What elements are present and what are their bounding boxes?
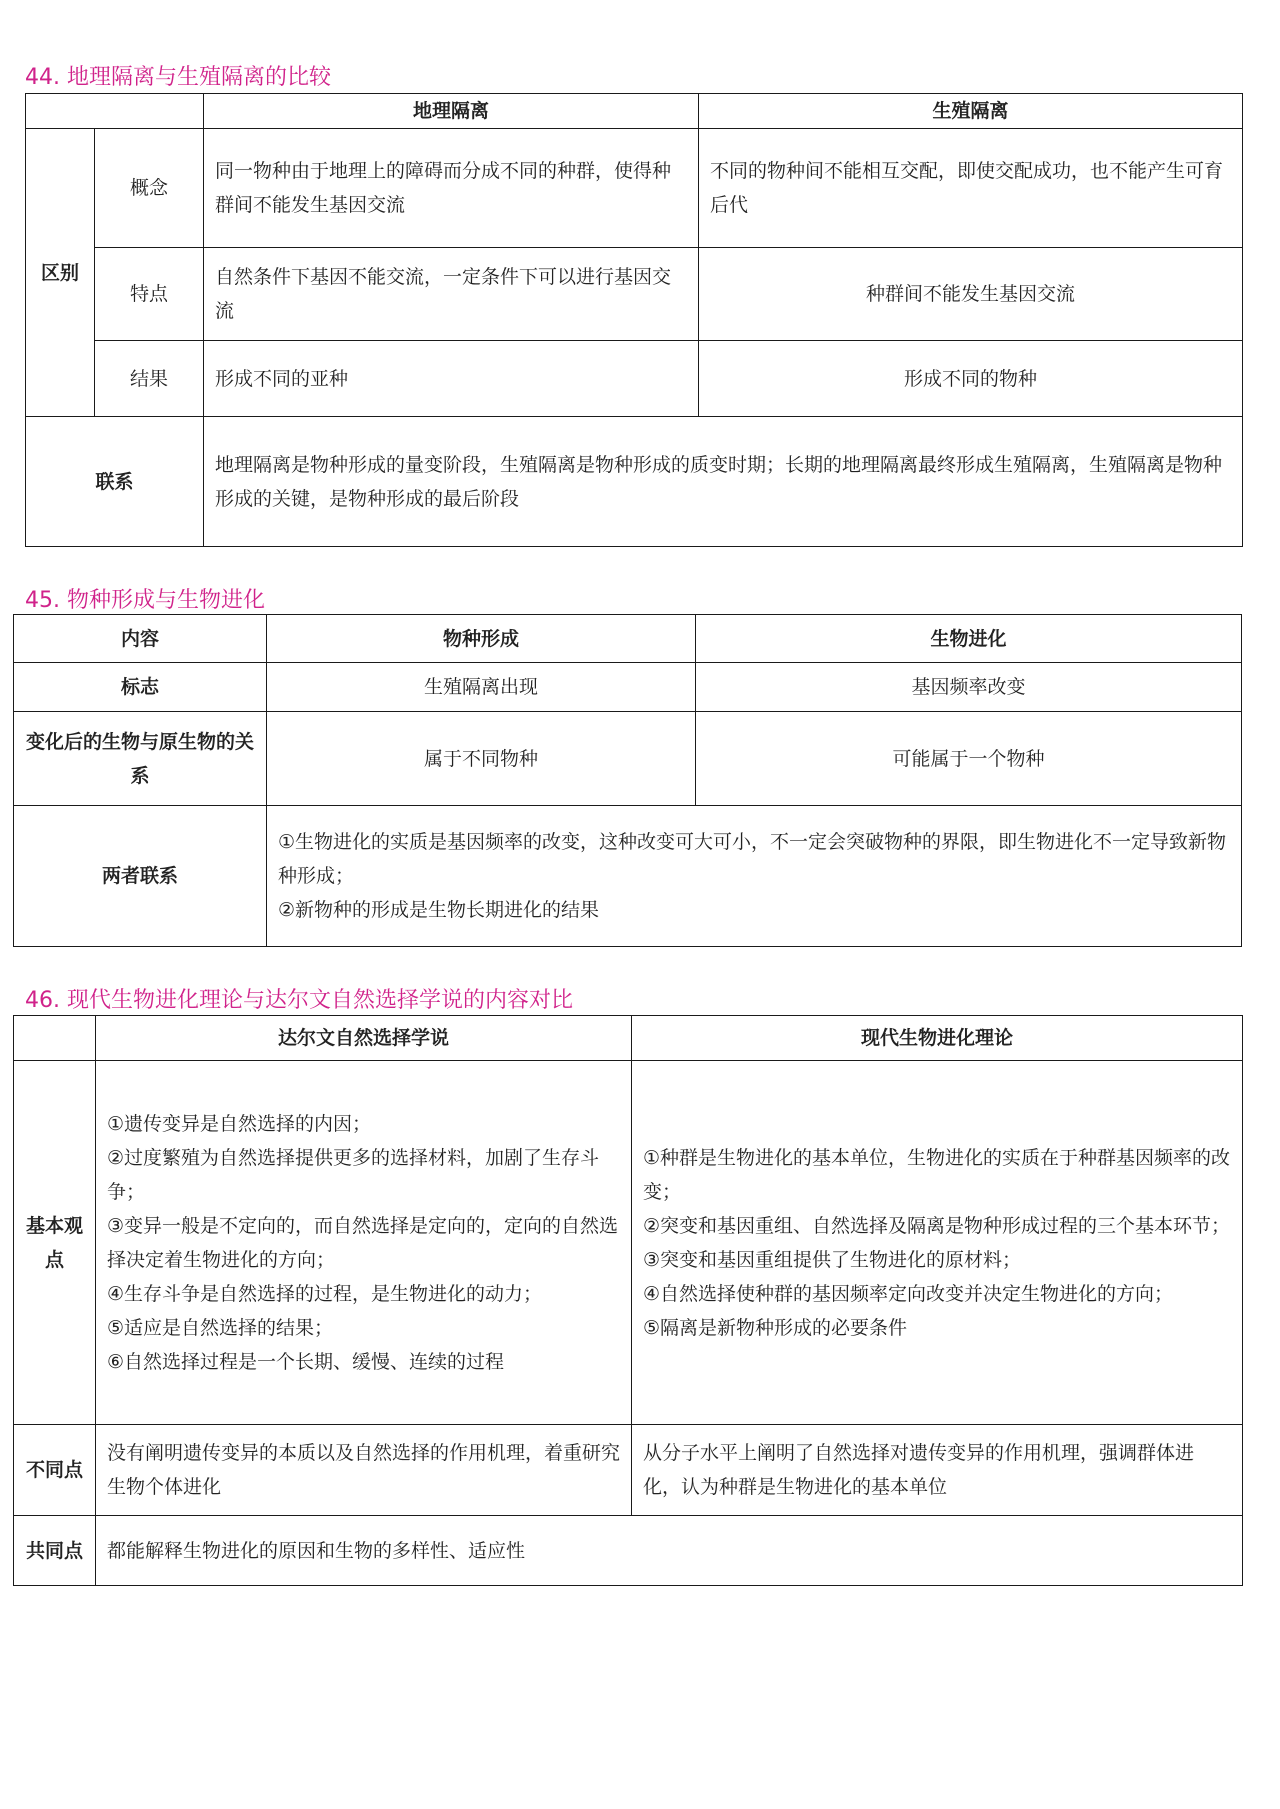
header-speciation: 物种形成	[267, 615, 696, 663]
cell-speciation-relation: 属于不同物种	[267, 712, 696, 806]
cell-darwin-views: ①遗传变异是自然选择的内因； ②过度繁殖为自然选择提供更多的选择材料，加剧了生存斗争； ③变异一般是不定向的，而自然选择是定向的，定向的自然选择决定着生物进化的方向； ④生存斗争是自然选择的过程，是生物进化的动力； ⑤适应是自然选择的结果； ⑥自然选择过程是一个长期、缓慢、连续的过程	[96, 1061, 632, 1425]
corner-cell	[26, 94, 204, 129]
cell-darwin-differences: 没有阐明遗传变异的本质以及自然选择的作用机理，着重研究生物个体进化	[96, 1425, 632, 1516]
row-label-common: 共同点	[14, 1516, 96, 1586]
cell-repro-feature: 种群间不能发生基因交流	[699, 248, 1243, 341]
cell-geo-feature: 自然条件下基因不能交流，一定条件下可以进行基因交流	[204, 248, 699, 341]
cell-evolution-marker: 基因频率改变	[696, 663, 1242, 712]
header-evolution: 生物进化	[696, 615, 1242, 663]
table-darwin-vs-modern	[13, 1015, 1243, 1586]
row-label-result: 结果	[95, 341, 204, 417]
cell-connection: 地理隔离是物种形成的量变阶段，生殖隔离是物种形成的质变时期；长期的地理隔离最终形成生殖隔离，生殖隔离是物种形成的关键，是物种形成的最后阶段	[204, 417, 1243, 547]
corner-cell	[14, 1016, 96, 1061]
section-45-title: 45. 物种形成与生物进化	[25, 588, 265, 613]
row-label-differences: 不同点	[14, 1425, 96, 1516]
cell-repro-result: 形成不同的物种	[699, 341, 1243, 417]
header-repro-isolation: 生殖隔离	[699, 94, 1243, 129]
row-label-relation: 变化后的生物与原生物的关系	[14, 712, 267, 806]
cell-geo-result: 形成不同的亚种	[204, 341, 699, 417]
header-content: 内容	[14, 615, 267, 663]
cell-link: ①生物进化的实质是基因频率的改变，这种改变可大可小，不一定会突破物种的界限，即生物进化不一定导致新物种形成； ②新物种的形成是生物长期进化的结果	[267, 806, 1242, 947]
header-modern: 现代生物进化理论	[632, 1016, 1243, 1061]
table-speciation-vs-evolution	[13, 614, 1242, 947]
cell-repro-concept: 不同的物种间不能相互交配，即使交配成功，也不能产生可育后代	[699, 129, 1243, 248]
header-geo-isolation: 地理隔离	[204, 94, 699, 129]
section-46-title: 46. 现代生物进化理论与达尔文自然选择学说的内容对比	[25, 988, 573, 1013]
table-geo-vs-repro-isolation	[25, 93, 1243, 547]
row-label-connection: 联系	[26, 417, 204, 547]
cell-modern-differences: 从分子水平上阐明了自然选择对遗传变异的作用机理，强调群体进化，认为种群是生物进化的基本单位	[632, 1425, 1243, 1516]
row-label-difference: 区别	[26, 129, 95, 417]
cell-geo-concept: 同一物种由于地理上的障碍而分成不同的种群，使得种群间不能发生基因交流	[204, 129, 699, 248]
cell-evolution-relation: 可能属于一个物种	[696, 712, 1242, 806]
row-label-link: 两者联系	[14, 806, 267, 947]
row-label-basic-views: 基本观点	[14, 1061, 96, 1425]
cell-modern-views: ①种群是生物进化的基本单位，生物进化的实质在于种群基因频率的改变； ②突变和基因重组、自然选择及隔离是物种形成过程的三个基本环节； ③突变和基因重组提供了生物进化的原材料； ④自然选择使种群的基因频率定向改变并决定生物进化的方向； ⑤隔离是新物种形成的必要条件	[632, 1061, 1243, 1425]
section-44-title: 44. 地理隔离与生殖隔离的比较	[25, 65, 331, 90]
row-label-marker: 标志	[14, 663, 267, 712]
row-label-concept: 概念	[95, 129, 204, 248]
row-label-feature: 特点	[95, 248, 204, 341]
cell-common: 都能解释生物进化的原因和生物的多样性、适应性	[96, 1516, 1243, 1586]
cell-speciation-marker: 生殖隔离出现	[267, 663, 696, 712]
header-darwin: 达尔文自然选择学说	[96, 1016, 632, 1061]
